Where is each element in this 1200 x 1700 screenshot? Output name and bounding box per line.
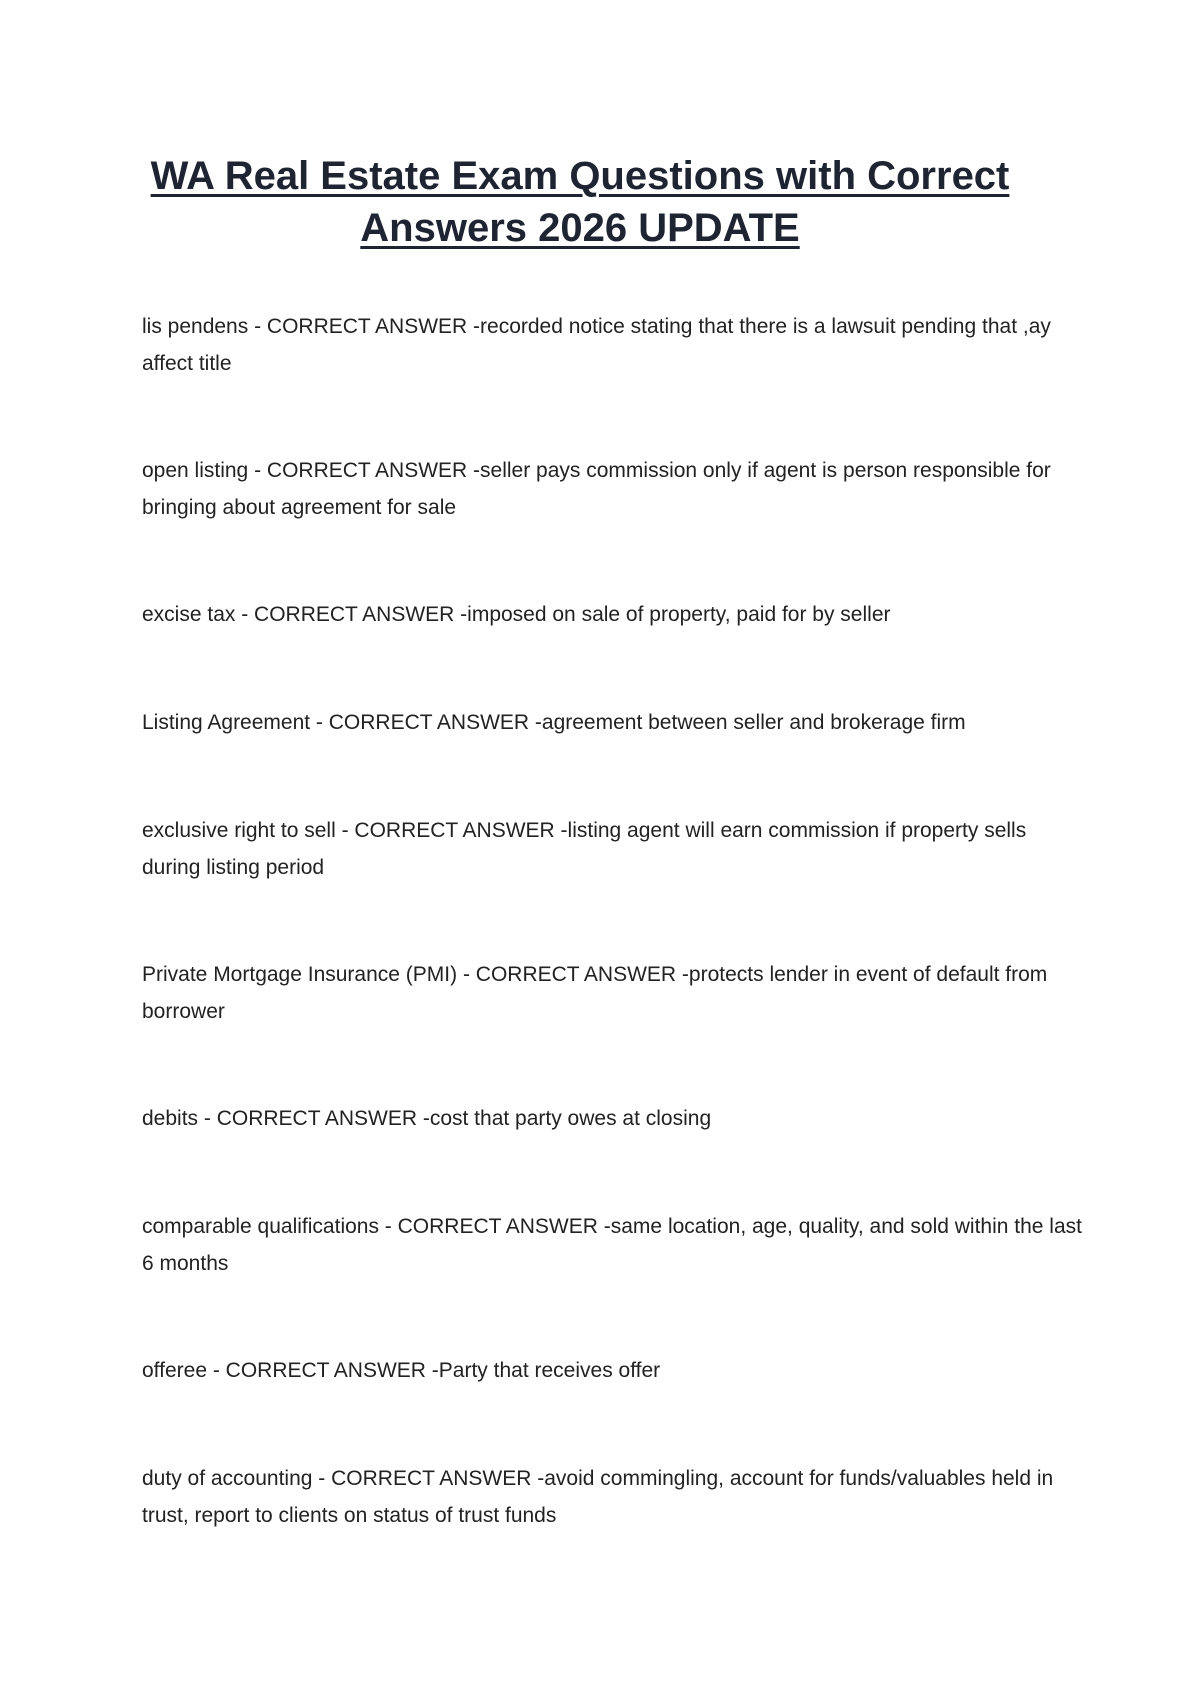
document-title <box>0 150 1160 254</box>
qa-item: offeree - CORRECT ANSWER -Party that receives offer <box>142 1359 661 1382</box>
qa-item: duty of accounting - CORRECT ANSWER -avoid commingling, account for funds/valuables held in trust, report to clients on status of trust funds <box>142 1467 1054 1527</box>
qa-list <box>142 308 1082 1534</box>
title-line-1: WA Real Estate Exam Questions with Correct <box>150 154 1010 198</box>
qa-item: comparable qualifications - CORRECT ANSWER -same location, age, quality, and sold within the last 6 months <box>142 1215 1082 1275</box>
qa-item: excise tax - CORRECT ANSWER -imposed on sale of property, paid for by seller <box>142 603 891 626</box>
qa-item: exclusive right to sell - CORRECT ANSWER -listing agent will earn commission if property sells during listing period <box>142 819 1027 879</box>
title-line-2: Answers 2026 UPDATE <box>360 206 800 250</box>
qa-item: Listing Agreement - CORRECT ANSWER -agreement between seller and brokerage firm <box>142 711 966 734</box>
qa-item: open listing - CORRECT ANSWER -seller pays commission only if agent is person responsible for bringing about agreement for sale <box>142 459 1051 519</box>
qa-item: lis pendens - CORRECT ANSWER -recorded notice stating that there is a lawsuit pending that ,ay affect title <box>142 315 1051 375</box>
qa-item: Private Mortgage Insurance (PMI) - CORRECT ANSWER -protects lender in event of default from borrower <box>142 963 1048 1023</box>
qa-item: debits - CORRECT ANSWER -cost that party owes at closing <box>142 1107 712 1130</box>
